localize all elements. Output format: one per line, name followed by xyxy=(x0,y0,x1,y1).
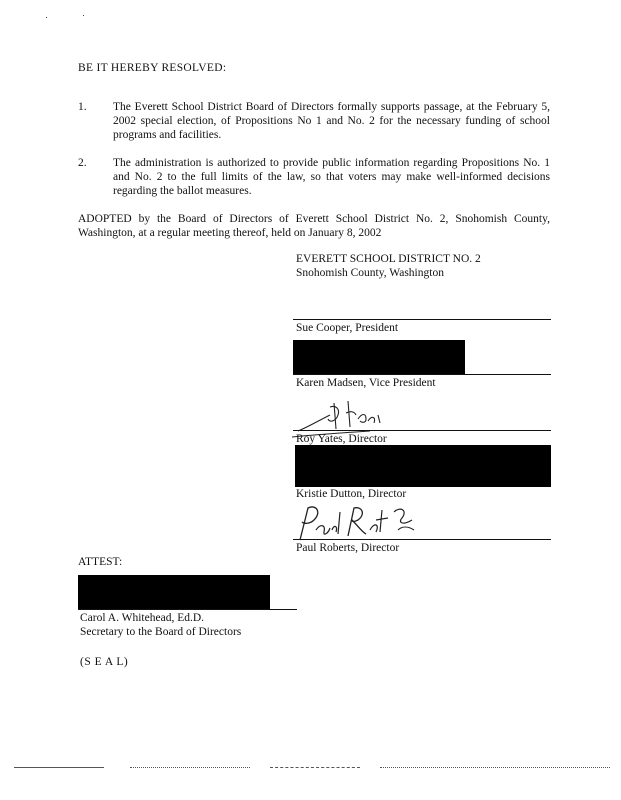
signature-line xyxy=(293,539,551,540)
signatory-label: Paul Roberts, Director xyxy=(296,542,400,554)
signatory-label: Sue Cooper, President xyxy=(296,322,399,334)
item-number: 2. xyxy=(78,157,87,169)
signature-line xyxy=(293,319,551,320)
scan-artifact xyxy=(14,767,104,768)
attest-title: Secretary to the Board of Directors xyxy=(80,626,242,638)
scan-artifact xyxy=(270,767,360,768)
redaction-box xyxy=(295,445,551,487)
scan-artifact xyxy=(130,767,250,768)
signature-line xyxy=(293,374,551,375)
attest-name: Carol A. Whitehead, Ed.D. xyxy=(80,612,205,624)
redaction-box xyxy=(293,340,465,375)
adopted-statement: ADOPTED by the Board of Directors of Everett School District No. 2, Snohomish County, Washington, at a regular meeting thereof, held on January 8, 2002 xyxy=(78,213,550,239)
resolution-heading: BE IT HEREBY RESOLVED: xyxy=(78,62,227,74)
signatory-label: Karen Madsen, Vice President xyxy=(296,377,436,389)
attest-label: ATTEST: xyxy=(78,556,123,568)
item-text: The Everett School District Board of Directors formally supports passage, at the February 5, 2002 special election, of Propositions No 1 and No. 2 for the necessary funding of school programs and facilities. xyxy=(113,101,550,141)
signatory-label: Kristie Dutton, Director xyxy=(296,488,407,500)
scan-speck xyxy=(46,17,47,18)
scan-speck xyxy=(83,15,84,16)
scan-artifact xyxy=(380,767,610,768)
redaction-box xyxy=(78,575,270,610)
signature-line xyxy=(293,430,551,431)
item-text: The administration is authorized to provide public information regarding Propositions No. 1 and No. 2 to the full limits of the law, so that voters may make well-informed decisions regarding the ballot measures. xyxy=(113,157,550,197)
district-county: Snohomish County, Washington xyxy=(296,267,444,279)
seal-mark: (S E A L) xyxy=(80,656,129,668)
signatory-label: Roy Yates, Director xyxy=(296,433,387,445)
district-name: EVERETT SCHOOL DISTRICT NO. 2 xyxy=(296,253,481,265)
signature-line xyxy=(78,609,297,610)
item-number: 1. xyxy=(78,101,87,113)
